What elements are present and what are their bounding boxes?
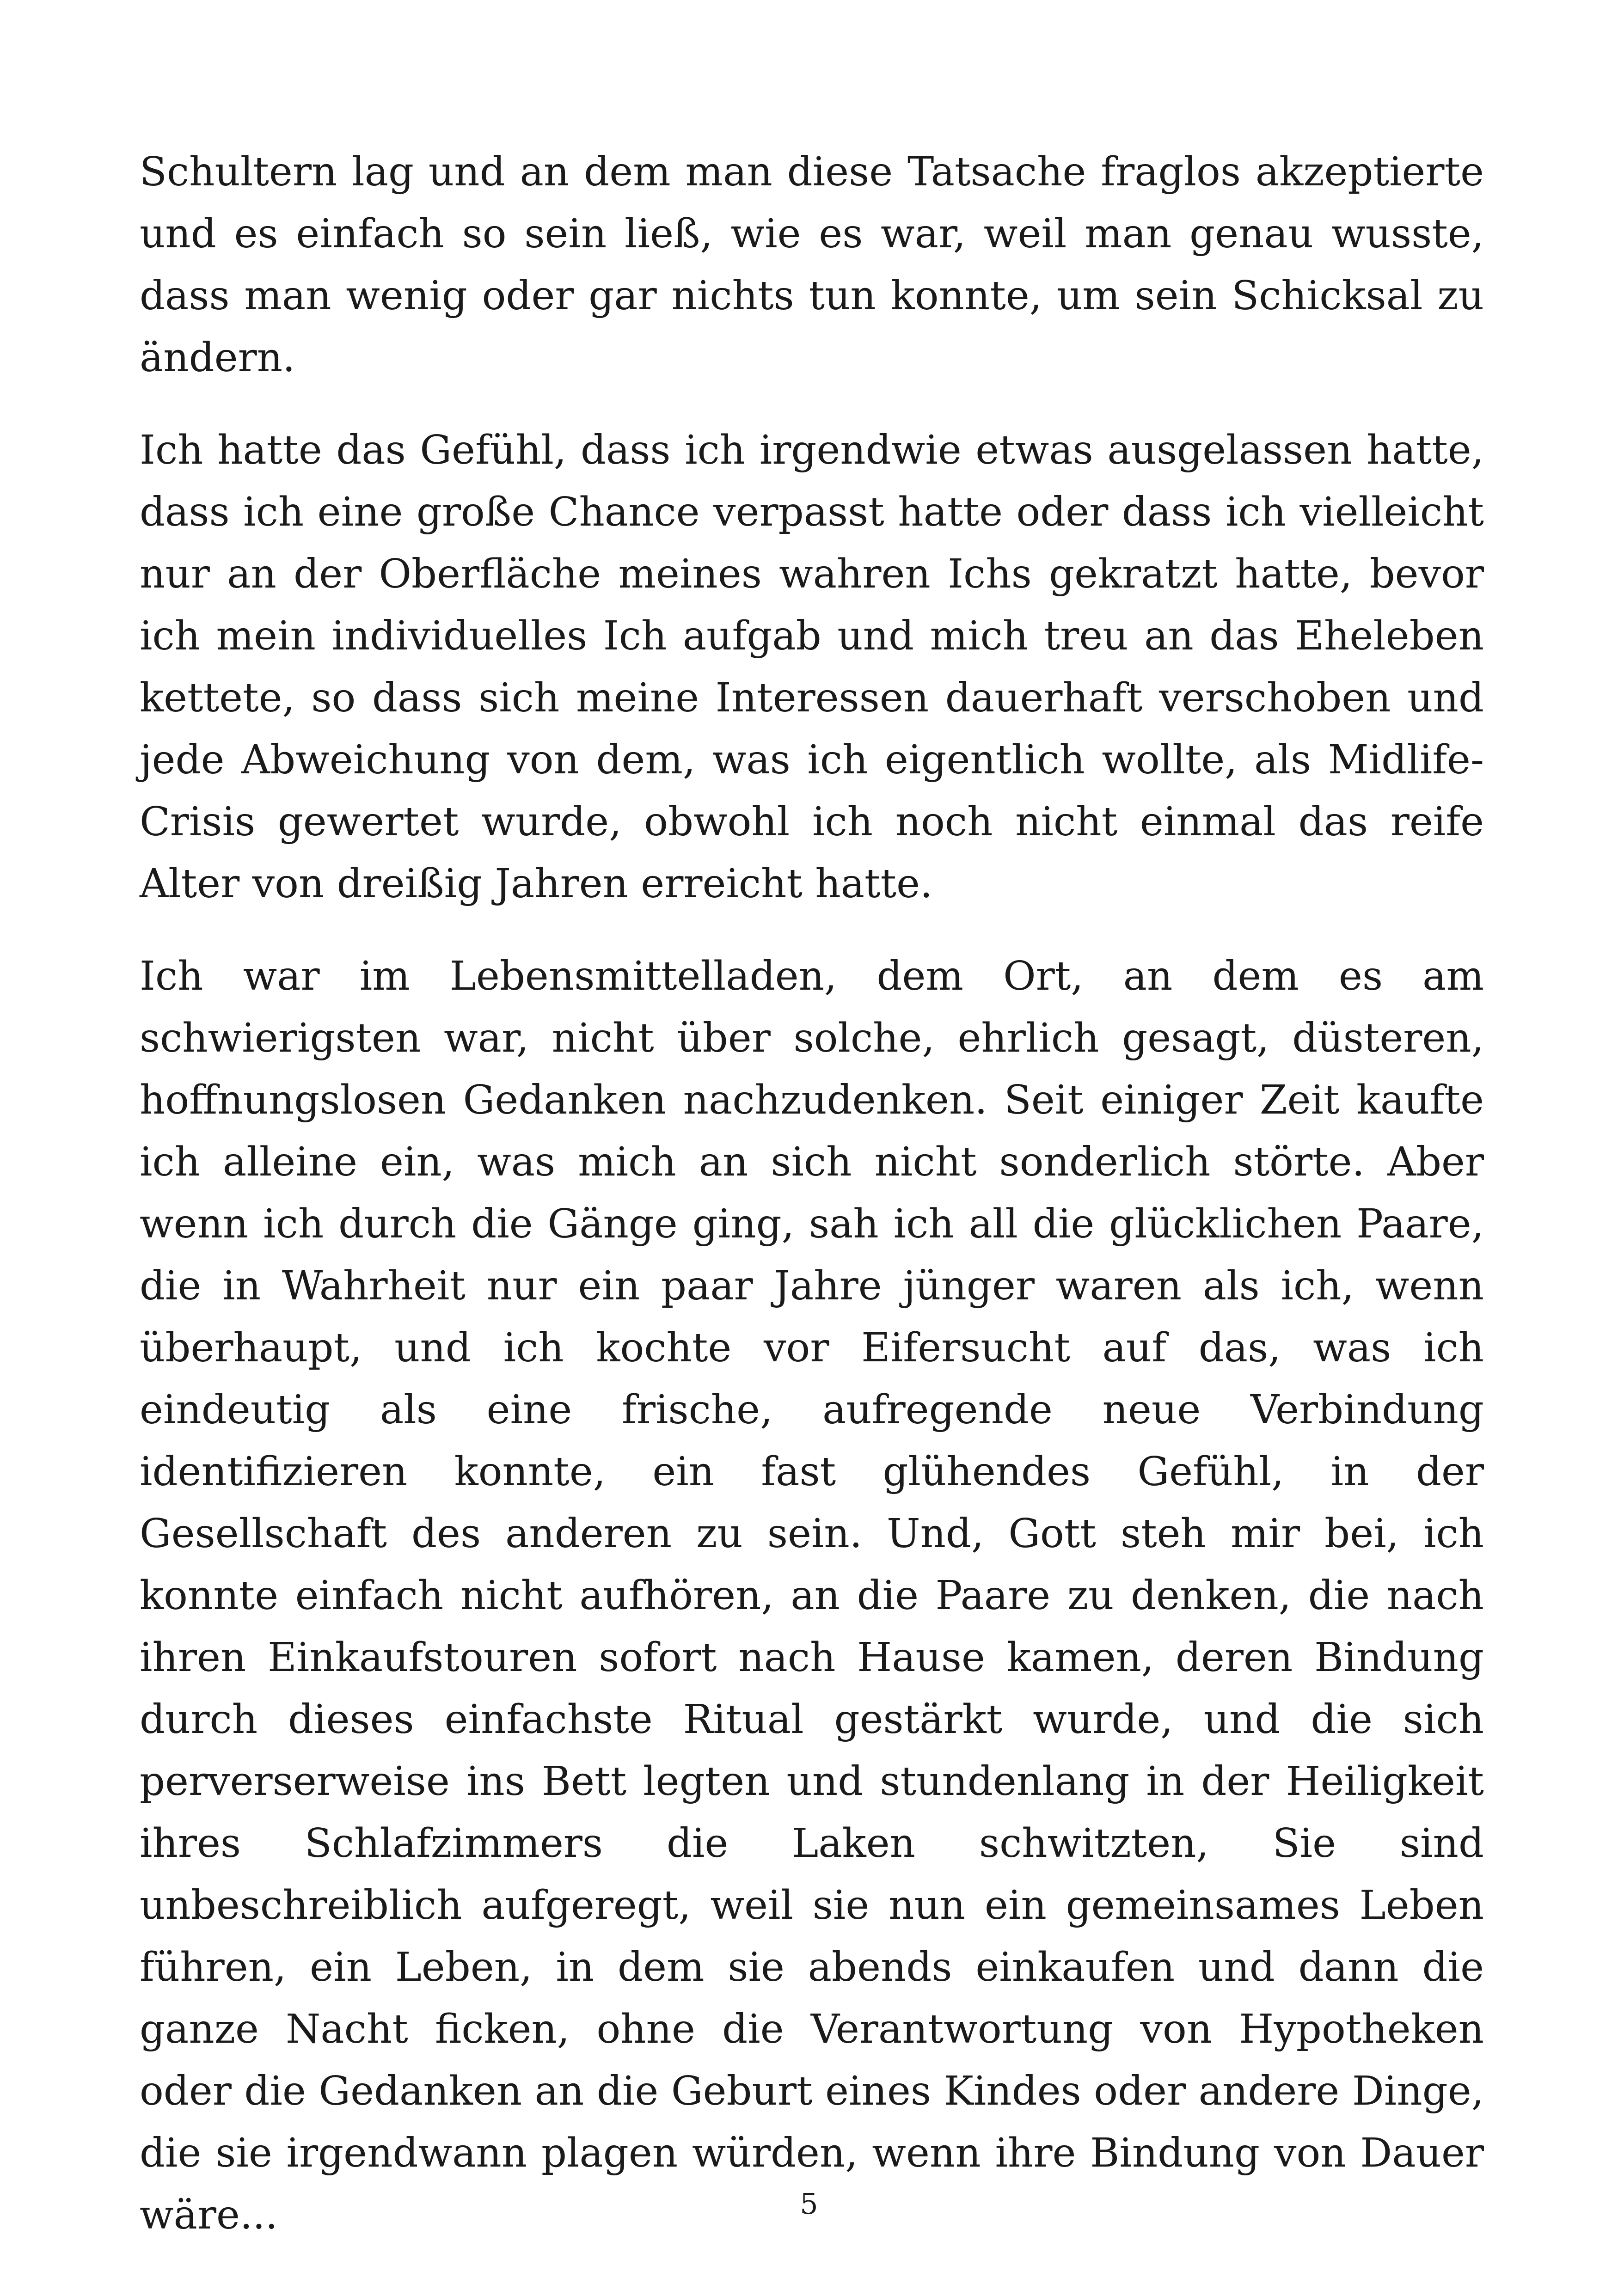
- body-text: [140, 141, 1484, 2246]
- paragraph-3: Ich war im Lebensmittelladen, dem Ort, an dem es am schwierigsten war, nicht über solche, ehrlich gesagt, düsteren, hoffnungslosen Gedanken nachzudenken. Seit einiger Zeit kaufte ich alleine ein, was mich an sich nicht sonderlich störte. Aber wenn ich durch die Gänge ging, sah ich all die glücklichen Paare, die in Wahrheit nur ein paar Jahre jünger waren als ich, wenn überhaupt, und ich kochte vor Eifersucht auf das, was ich eindeutig als eine frische, aufregende neue Verbindung identifizieren konnte, ein fast glühendes Gefühl, in der Gesellschaft des anderen zu sein. Und, Gott steh mir bei, ich konnte einfach nicht aufhören, an die Paare zu denken, die nach ihren Einkaufstouren sofort nach Hause kamen, deren Bindung durch dieses einfachste Ritual gestärkt wurde, und die sich perverserweise ins Bett legten und stundenlang in der Heiligkeit ihres Schlafzimmers die Laken schwitzten, Sie sind unbeschreiblich aufgeregt, weil sie nun ein gemeinsames Leben führen, ein Leben, in dem sie abends einkaufen und dann die ganze Nacht ficken, ohne die Verantwortung von Hypotheken oder die Gedanken an die Geburt eines Kindes oder andere Dinge, die sie irgendwann plagen würden, wenn ihre Bindung von Dauer wäre...: [140, 953, 1484, 2238]
- page-number: 5: [800, 2187, 818, 2221]
- paragraph-2: Ich hatte das Gefühl, dass ich irgendwie etwas ausgelassen hatte, dass ich eine große Chance verpasst hatte oder dass ich vielleicht nur an der Oberfläche meines wahren Ichs gekratzt hatte, bevor ich mein individuelles Ich aufgab und mich treu an das Eheleben kettete, so dass sich meine Interessen dauerhaft verschoben und jede Abweichung von dem, was ich eigentlich wollte, als Midlife-Crisis gewertet wurde, obwohl ich noch nicht einmal das reife Alter von dreißig Jahren erreicht hatte.: [140, 427, 1484, 907]
- paragraph-1: Schultern lag und an dem man diese Tatsache fraglos akzeptierte und es einfach so sein ließ, wie es war, weil man genau wusste, dass man wenig oder gar nichts tun konnte, um sein Schicksal zu ändern.: [140, 149, 1484, 381]
